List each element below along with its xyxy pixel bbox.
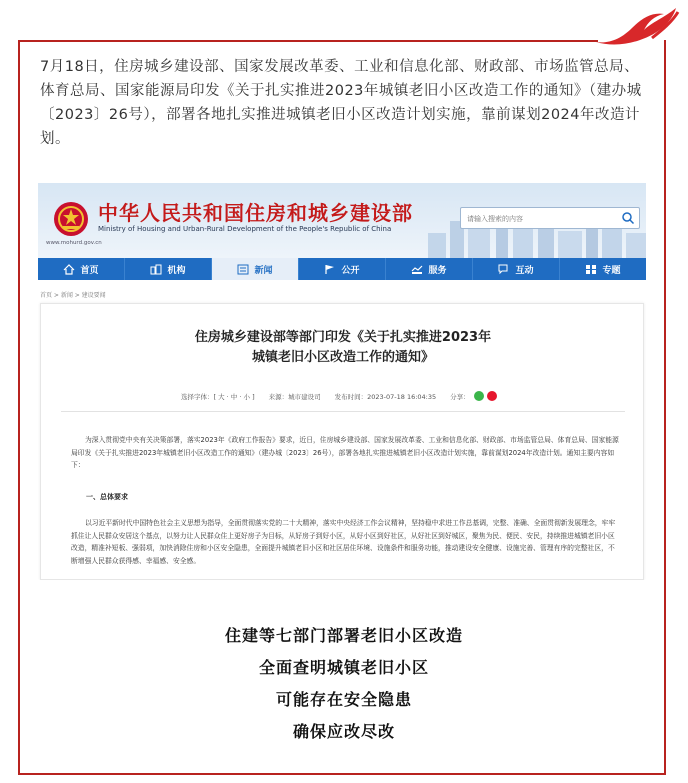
nav-item-service[interactable] xyxy=(386,258,473,280)
nav-item-institutions[interactable] xyxy=(125,258,212,280)
nav-item-label: 公开 xyxy=(341,265,360,276)
intro-paragraph: 7月18日，住房城乡建设部、国家发展改革委、工业和信息化部、财政部、市场监管总局、体育总局、国家能源局印发《关于扎实推进2023年城镇老旧小区改造工作的通知》（建办城〔2023〕26号），部署各地扎实推进城镇老旧小区改造计划实施，靠前谋划2024年改造计划。 xyxy=(40,59,642,147)
caption-line: 确保应改尽改 xyxy=(292,722,395,741)
caption-line: 住建等七部门部署老旧小区改造 xyxy=(224,626,463,645)
site-url: www.mohurd.gov.cn xyxy=(46,240,102,246)
site-header xyxy=(38,183,646,258)
article-title-line: 住房城乡建设部等部门印发《关于扎实推进2023年 xyxy=(194,330,492,345)
embedded-website-screenshot xyxy=(38,183,646,580)
article-title-line: 城镇老旧小区改造工作的通知》 xyxy=(251,350,434,365)
article-title xyxy=(41,328,645,368)
building-icon xyxy=(150,264,162,275)
national-emblem-icon xyxy=(53,201,89,237)
nav-item-label: 互动 xyxy=(515,265,534,276)
flag-icon xyxy=(324,264,336,275)
nav-item-label: 首页 xyxy=(80,265,99,276)
article-paragraph: 以习近平新时代中国特色社会主义思想为指导，全面贯彻落实党的二十大精神，落实中央经济工作会议精神，坚持稳中求进工作总基调，完整、准确、全面贯彻新发展理念，牢牢抓住让人民群众安居这个基点，以努力让人民群众住上更好房子为目标，从好房子到好小区，从好小区到好社区，从好社区到好城区，聚焦为民、便民、安民，持续推进城镇老旧小区改造，精准补短板、强弱项，加快消除住房和小区安全隐患，全面提升城镇老旧小区和社区居住环境、设施条件和服务功能，推动建设安全健康、设施完善、管理有序的完整社区，不断增强人民群众获得感、幸福感、安全感。 xyxy=(71,519,616,565)
home-icon xyxy=(63,264,75,275)
font-size-selector[interactable]: 选择字体：[ 大 · 中 · 小 ] xyxy=(181,392,255,401)
article-panel xyxy=(40,303,644,580)
nav-item-label: 机构 xyxy=(167,265,186,276)
nav-item-public[interactable] xyxy=(299,258,386,280)
search-input[interactable] xyxy=(467,211,607,226)
news-icon xyxy=(237,264,249,275)
nav-item-topics[interactable] xyxy=(560,258,646,280)
caption-line: 可能存在安全隐患 xyxy=(275,690,412,709)
main-nav xyxy=(38,258,646,280)
frame-top-border xyxy=(18,40,598,42)
topic-icon xyxy=(585,264,597,275)
nav-item-interaction[interactable] xyxy=(473,258,560,280)
article-source: 来源：城市建设司 xyxy=(268,392,321,401)
article-date: 发布时间：2023-07-18 16:04:35 xyxy=(334,392,437,401)
site-title: 中华人民共和国住房和城乡建设部 xyxy=(98,201,413,225)
divider xyxy=(61,411,625,412)
interaction-icon xyxy=(498,264,510,275)
nav-item-label: 专题 xyxy=(602,265,621,276)
article-paragraph: 为深入贯彻党中央有关决策部署，落实2023年《政府工作报告》要求，近日，住房城乡建设部、国家发展改革委、工业和信息化部、财政部、市场监管总局、体育总局、国家能源局印发《关于扎实推进2023年城镇老旧小区改造工作的通知》（建办城〔2023〕26号），部署各地扎实推进城镇老旧小区改造计划实施，靠前谋划2024年改造计划。通知主要内容如下： xyxy=(71,436,619,469)
nav-item-label: 新闻 xyxy=(254,265,273,276)
share-label: 分享： xyxy=(450,392,470,401)
search-icon[interactable] xyxy=(621,211,635,225)
section-heading: 一、总体要求 xyxy=(86,493,128,501)
article-meta xyxy=(181,391,500,401)
nav-item-home[interactable] xyxy=(38,258,125,280)
weibo-icon[interactable] xyxy=(487,391,497,401)
nav-item-label: 服务 xyxy=(428,265,447,276)
red-swirl-decoration xyxy=(592,0,682,50)
search-box xyxy=(460,207,640,229)
nav-item-news[interactable] xyxy=(212,258,299,280)
breadcrumb[interactable]: 首页 > 新闻 > 建设要闻 xyxy=(40,292,106,299)
wechat-icon[interactable] xyxy=(474,391,484,401)
site-subtitle: Ministry of Housing and Urban-Rural Development of the People's Republic of China xyxy=(98,225,392,233)
caption-line: 全面查明城镇老旧小区 xyxy=(258,658,429,677)
service-icon xyxy=(411,264,423,275)
